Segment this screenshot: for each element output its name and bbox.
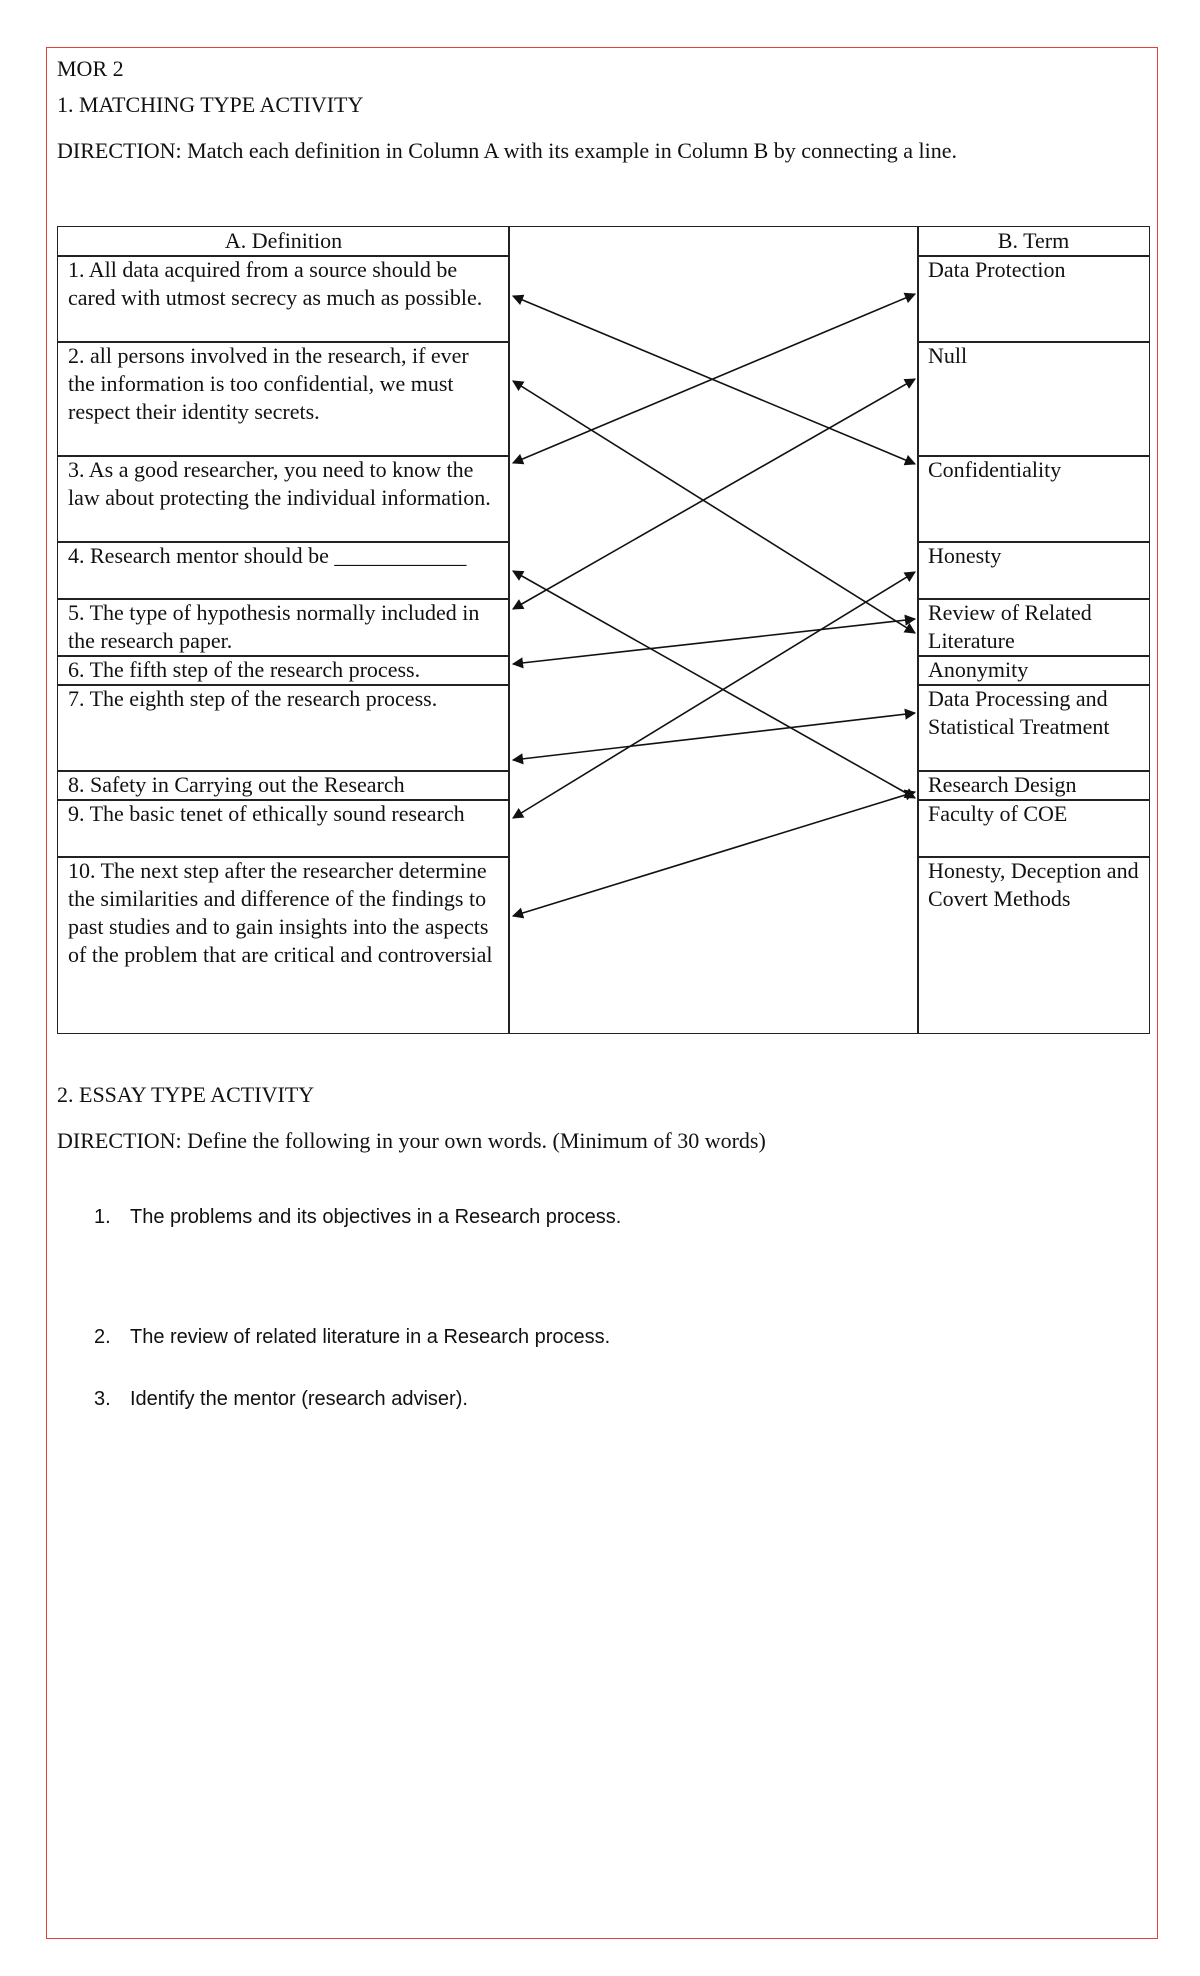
term-item: Honesty (917, 541, 1150, 600)
matching-table (57, 226, 1150, 1034)
definition-item: 1. All data acquired from a source should be cared with utmost secrecy as much as possible. (57, 255, 510, 343)
section1-direction: DIRECTION: Match each definition in Column A with its example in Column B by connecting a line. (57, 138, 958, 163)
term-item: Review of Related Literature (917, 598, 1150, 657)
connector-line (513, 296, 915, 464)
term-item: Data Processing and Statistical Treatment (917, 684, 1150, 772)
essay-item-text: Identify the mentor (research adviser). (130, 1388, 468, 1410)
essay-item (94, 1326, 610, 1349)
definition-item: 4. Research mentor should be ____________ (57, 541, 510, 600)
column-b-header: B. Term (917, 226, 1150, 257)
term-item: Data Protection (917, 255, 1150, 343)
definition-item: 7. The eighth step of the research process. (57, 684, 510, 772)
term-item: Honesty, Deception and Covert Methods (917, 856, 1150, 1034)
connector-line (513, 379, 915, 609)
definition-item: 5. The type of hypothesis normally included in the research paper. (57, 598, 510, 657)
connector-line (513, 294, 915, 463)
essay-item-text: The problems and its objectives in a Research process. (130, 1206, 622, 1228)
essay-item-number: 2. (94, 1326, 111, 1348)
essay-item (94, 1206, 621, 1229)
connector-line (513, 572, 915, 818)
course-code: MOR 2 (57, 56, 124, 81)
essay-item-number: 3. (94, 1388, 111, 1410)
definition-item: 6. The fifth step of the research process. (57, 655, 510, 686)
term-item: Anonymity (917, 655, 1150, 686)
term-item: Faculty of COE (917, 799, 1150, 858)
matching-connector-lines (57, 226, 1150, 1034)
connector-line (513, 792, 915, 916)
definition-item: 10. The next step after the researcher determine the similarities and difference of the findings to past studies and to gain insights into the aspects of the problem that are critical and controversial (57, 856, 510, 1034)
worksheet-page (46, 47, 1158, 1939)
term-item: Research Design (917, 770, 1150, 801)
section2-direction: DIRECTION: Define the following in your own words. (Minimum of 30 words) (57, 1128, 766, 1153)
connector-line (513, 619, 915, 664)
definition-item: 3. As a good researcher, you need to know the law about protecting the individual information. (57, 455, 510, 543)
connector-line (513, 381, 915, 633)
essay-item-number: 1. (94, 1206, 111, 1228)
term-item: Confidentiality (917, 455, 1150, 543)
definition-item: 9. The basic tenet of ethically sound research (57, 799, 510, 858)
connector-line (513, 713, 915, 760)
section2-title: 2. ESSAY TYPE ACTIVITY (57, 1082, 315, 1107)
column-a-header: A. Definition (57, 226, 510, 257)
essay-item-text: The review of related literature in a Research process. (130, 1326, 611, 1348)
term-item: Null (917, 341, 1150, 457)
section1-title: 1. MATCHING TYPE ACTIVITY (57, 92, 364, 117)
essay-item (94, 1388, 468, 1411)
connector-line (513, 571, 915, 798)
definition-item: 2. all persons involved in the research, if ever the information is too confidential, we must respect their identity secrets. (57, 341, 510, 457)
definition-item: 8. Safety in Carrying out the Research (57, 770, 510, 801)
